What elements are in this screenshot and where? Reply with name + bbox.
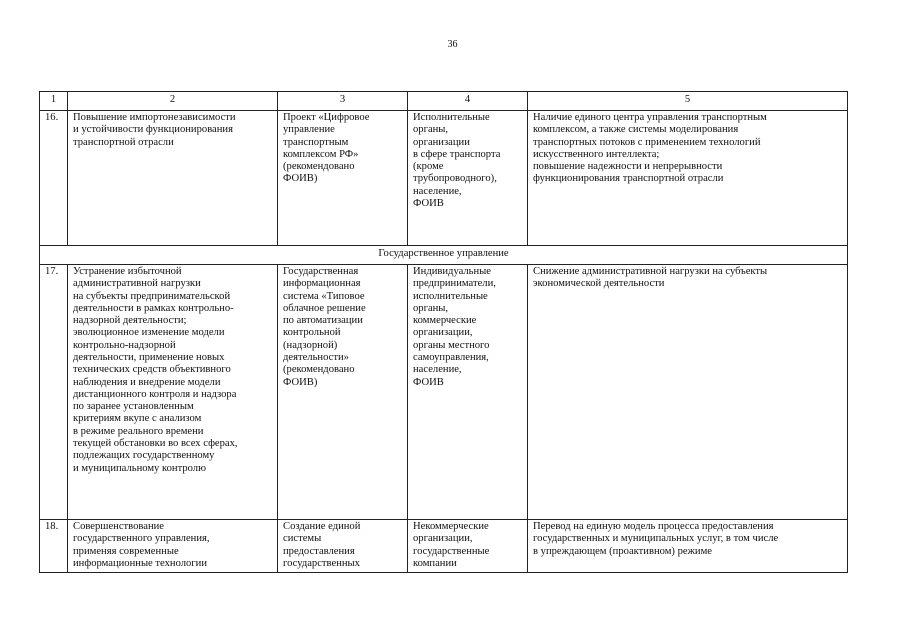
header-col-3: 3 bbox=[278, 92, 408, 111]
table-row bbox=[40, 520, 848, 573]
section-row bbox=[40, 246, 848, 265]
row-participants-text: Некоммерческие организации, государственные компании bbox=[413, 521, 490, 569]
row-project: Проект «Цифровое управление транспортным комплексом РФ» (рекомендовано ФОИВ) bbox=[278, 111, 408, 246]
row-goal: Устранение избыточной административной нагрузки на субъекты предпринимательской деятельности в рамках контрольно- надзорной деятельности; эволюционное изменение модели контрольно-надзорной деятельности, применение новых технических средств объективного наблюдения и внедрение модели дистанционного контроля и надзора по заранее установленным критериям вкупе с анализом в режиме реального времени текущей обстановки во всех сферах, подлежащих государственному и муниципальному контролю bbox=[68, 265, 278, 520]
row-number bbox=[40, 520, 68, 573]
row-result: Снижение административной нагрузки на субъекты экономической деятельности bbox=[528, 265, 848, 520]
row-result bbox=[528, 520, 848, 573]
table-row bbox=[40, 111, 848, 246]
row-result-text: Перевод на единую модель процесса предоставления государственных и муниципальных услуг, в том числе в упреждающем (проактивном) режиме bbox=[533, 521, 779, 557]
row-project bbox=[278, 520, 408, 573]
header-col-5: 5 bbox=[528, 92, 848, 111]
row-number: 16. bbox=[40, 111, 68, 246]
page-number: 36 bbox=[447, 39, 458, 50]
row-project-text: Создание единой системы предоставления государственных bbox=[283, 521, 361, 569]
row-participants: Исполнительные органы, организации в сфере транспорта (кроме трубопроводного), население, ФОИВ bbox=[408, 111, 528, 246]
row-goal bbox=[68, 520, 278, 573]
header-col-2: 2 bbox=[68, 92, 278, 111]
table-header-row bbox=[40, 92, 848, 111]
row-participants: Индивидуальные предприниматели, исполнительные органы, коммерческие организации, органы местного самоуправления, население, ФОИВ bbox=[408, 265, 528, 520]
row-participants bbox=[408, 520, 528, 573]
row-result: Наличие единого центра управления транспортным комплексом, а также системы моделирования транспортных потоков с применением технологий искусственного интеллекта; повышение надежности и непрерывности функционирования транспортной отрасли bbox=[528, 111, 848, 246]
row-number: 17. bbox=[40, 265, 68, 520]
row-number-text: 18. bbox=[45, 521, 59, 532]
row-goal-text: Совершенствование государственного управления, применяя современные информационные технологии bbox=[73, 521, 210, 569]
header-col-1: 1 bbox=[40, 92, 68, 111]
header-col-4: 4 bbox=[408, 92, 528, 111]
section-title: Государственное управление bbox=[40, 246, 848, 265]
measures-table bbox=[39, 91, 848, 573]
row-project: Государственная информационная система «Типовое облачное решение по автоматизации контрольной (надзорной) деятельности» (рекомендовано ФОИВ) bbox=[278, 265, 408, 520]
row-goal: Повышение импортонезависимости и устойчивости функционирования транспортной отрасли bbox=[68, 111, 278, 246]
table-row bbox=[40, 265, 848, 520]
